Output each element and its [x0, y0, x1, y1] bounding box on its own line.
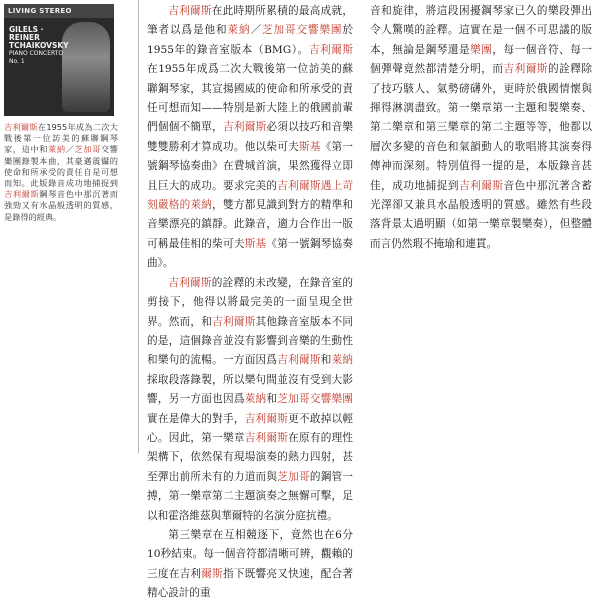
highlighted-name: 吉利爾斯: [212, 315, 256, 328]
text-run: ／: [250, 24, 262, 37]
highlighted-name: 吉利爾斯: [308, 43, 354, 56]
text-run: 採取段落錄製，所以樂句間並沒有受到大影響，另一方面也因爲: [147, 373, 353, 406]
text-run: 第三樂章在互相競逐下，竟然也在6分10秒結束。每一個音符都清晰可辨，觀賴的三度在吉利: [147, 528, 353, 580]
text-run: 在1955年成為二次大戰後第一位訪美的蘇聯鋼琴家，這中和: [4, 122, 118, 155]
highlighted-name: 萊納: [244, 393, 267, 406]
text-run: 在此時期所累積的最高成就，筆者以爲是他和: [147, 5, 354, 37]
cover-label-strip: [4, 4, 114, 18]
highlighted-name: 爾斯: [201, 567, 223, 580]
cover-composer: TCHAIKOVSKY: [9, 41, 69, 50]
text-run: 在1955年成爲二次大戰後第一位訪美的蘇聯鋼琴家，其宣揚國威的使命和所承受的責任可想而知——特別是新大陸上的俄國前輩們個個不簡單，: [147, 63, 353, 134]
text-run: 的鋼管一搏，第一樂章第二主題演奏之無懈可擊，足以和霍洛維茲與華爾特的名演分庭抗禮。: [147, 470, 354, 522]
highlighted-name: 萊納: [227, 24, 251, 37]
highlighted-name: 吉利爾斯: [4, 122, 38, 132]
text-run: 鋼琴音色中那沉著而強勁又有水晶般透明的質感，是錄得的經典。: [4, 189, 118, 222]
highlighted-name: 吉利爾斯: [277, 179, 321, 192]
text-run: ，每一個音符、每一個彈聲竟然都清楚分明，而: [370, 43, 593, 76]
highlighted-name: 吉利爾斯: [168, 276, 212, 289]
highlighted-name: 吉利爾斯: [459, 179, 504, 192]
text-run: 必須以技巧和音樂雙雙勝利才算成功。他以柴可夫: [147, 121, 354, 153]
highlighted-name: 吉利爾斯: [244, 412, 289, 425]
highlighted-name: 樂團: [470, 43, 493, 56]
text-run: 於1955年的錄音室版本（BMG）。: [147, 24, 354, 56]
cover-caption: [4, 122, 118, 223]
cover-label: LIVING STEREO: [8, 7, 72, 15]
highlighted-name: 萊納: [331, 354, 354, 367]
paragraph: [147, 526, 353, 604]
article-column-middle: [147, 2, 353, 604]
highlighted-name: 芝加哥交響樂團: [277, 393, 354, 406]
text-run: 指下既響亮又快速，配合著精心設計的重: [147, 567, 354, 600]
highlighted-name: 吉利爾斯: [244, 431, 289, 444]
highlighted-name: 吉利爾斯: [168, 5, 212, 17]
highlighted-name: 芝加哥交響樂團: [261, 24, 343, 37]
text-run: 更不敢掉以輕心。因此，第一樂章: [147, 412, 354, 444]
text-run: 實在是偉大的對手，: [147, 412, 245, 425]
text-run: ／: [65, 144, 75, 155]
text-run: 和: [266, 393, 278, 406]
highlighted-name: 吉利爾斯: [277, 354, 321, 367]
highlighted-name: 芝加哥: [74, 144, 101, 155]
text-run: 音色中那沉著含蓄光澤卻又兼具水晶般透明的質感。雖然有些段落背景太過明顯（如第一樂章製樂奏），但整體而言仍然瑕不掩瑜和連貫。: [370, 179, 593, 250]
text-run: 交響樂團錄製本曲，其豪邁震懾的使命和所承受的責任自是可想而知。此版錄音成功地捕捉到: [4, 144, 118, 189]
highlighted-name: 吉利爾斯: [4, 189, 40, 200]
highlighted-name: 芝加哥: [277, 470, 310, 483]
highlighted-name: 吉利爾斯: [503, 63, 549, 76]
highlighted-name: 斯基: [244, 237, 267, 250]
highlighted-name: 斯基: [298, 140, 321, 153]
column-divider: [138, 0, 139, 453]
paragraph: [370, 2, 592, 254]
text-run: 和: [320, 354, 332, 367]
text-run: 《第一號鋼琴協奏曲》在費城首演，果然獲得立即且巨大的成功。要求完美的: [147, 140, 354, 192]
highlighted-name: 吉利爾斯: [223, 121, 267, 134]
highlighted-name: 遇上苛刻嚴格的: [147, 179, 354, 212]
paragraph: [147, 274, 353, 526]
text-run: 其他錄音室版本不同的是，這個錄音並沒有影響到音樂的生動性和樂句的流暢。一方面因爲: [147, 315, 354, 367]
highlighted-name: 萊納: [48, 144, 66, 155]
article-column-right: [370, 2, 592, 254]
highlighted-name: 萊納: [190, 199, 213, 212]
paragraph: [147, 2, 353, 274]
text-run: 音和旋律，將這段困擾鋼琴家已久的樂段彈出令人驚嘆的詮釋。這實在是一個不可思議的版本，無論是鋼琴還是: [370, 5, 592, 56]
cover-title: PIANO CONCERTO No. 1: [9, 50, 64, 65]
album-cover: [4, 4, 114, 116]
text-run: 的詮釋的未改變，在錄音室的剪接下，他得以將最完美的一面呈現全世界。然而，和: [147, 276, 354, 328]
text-run: ，雙方都見識到對方的精準和音樂漂亮的鎮靜。此錄音，適力合作出一版可稱最佳相的柴可夫: [147, 199, 354, 250]
text-run: 在原有的理性架構下，依然保有現場演奏的熱力四射，甚至彈出前所未有的力道而與: [147, 431, 354, 483]
text-run: 《第一號鋼琴協奏曲》。: [147, 237, 354, 270]
cover-performers: GILELS · REINER: [9, 25, 44, 42]
text-run: 的詮釋除了技巧駭人、氣勢磅礴外，更時於俄國情懷與揮得淋漓盡致。第一樂章第一主題和製樂奏、第二樂章和第三樂章的第二主題等等，他都以層次多變的音色和氣韻動人的歌唱將其演奏得傳神而深刻。特別值得一提的是，本版錄音甚佳，成功地捕捉到: [370, 63, 593, 192]
cover-artwork: [62, 22, 110, 112]
cover-text: [9, 26, 69, 66]
